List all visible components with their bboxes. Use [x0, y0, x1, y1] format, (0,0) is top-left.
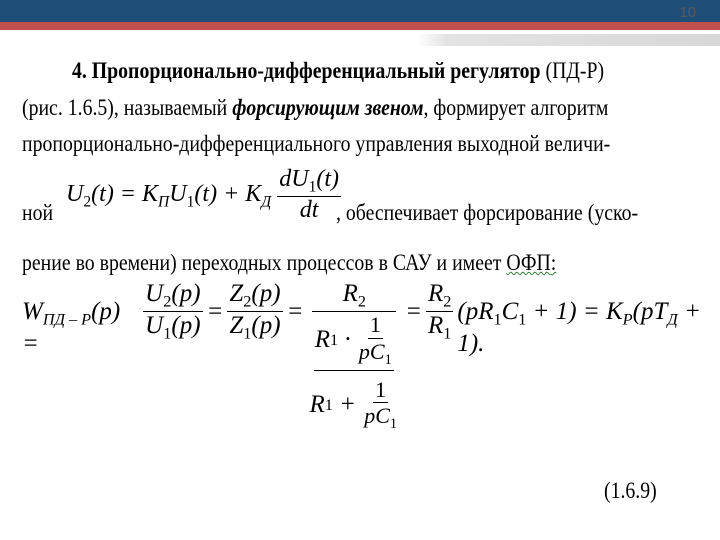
text-segment: рение во времени) переходных процессов в САУ и имеет: [22, 250, 507, 275]
control-law-formula: $U_2(t) = K_ПU_1(t) + K_Д$ $\frac{dU_1(t)}{dt}$: [66, 166, 340, 224]
text-line-4-end: , обеспечивает форсирование (уско-: [336, 200, 639, 225]
text-line-1: [72, 58, 653, 84]
slide-number: 10: [679, 4, 696, 21]
ofp-abbrev: ОФП: [506, 250, 551, 275]
emphasis-term: форсирующим звеном: [232, 95, 424, 120]
text-line-4-start: ной: [22, 200, 54, 225]
header-accent-bar: [0, 22, 720, 30]
text-segment: (рис. 1.6.5), называемый: [22, 95, 233, 120]
text-segment: :: [550, 250, 557, 275]
header-shadow-bar: [0, 34, 720, 46]
equation-number: (1.6.9): [604, 478, 657, 503]
transfer-function-formula: $W_{ПД - P}(p)$ = $\frac{U_2(p)}{U_1(p)}$ = $\frac{Z_2(p)}{Z_1(p)}$ = $R_2$ R 1 · $\frac{1}{pC_1}$ R 1 + $\frac{1}{pC_1}$ = $\frac{R_2}{R_1}$ $(pR_1C_1 + 1) = K_P(pT_Д + 1)$.: [22, 280, 701, 433]
text-line-5: [22, 250, 603, 276]
heading-abbrev: (ПД-Р): [540, 58, 605, 83]
text-line-2: [22, 95, 609, 121]
header-bar: [0, 0, 720, 22]
text-segment: , формирует алгоритм: [423, 95, 609, 120]
text-line-3: пропорционально-дифференциального управления выходной величи-: [22, 131, 611, 156]
section-heading: 4. Пропорционально-дифференциальный регулятор: [72, 58, 541, 83]
